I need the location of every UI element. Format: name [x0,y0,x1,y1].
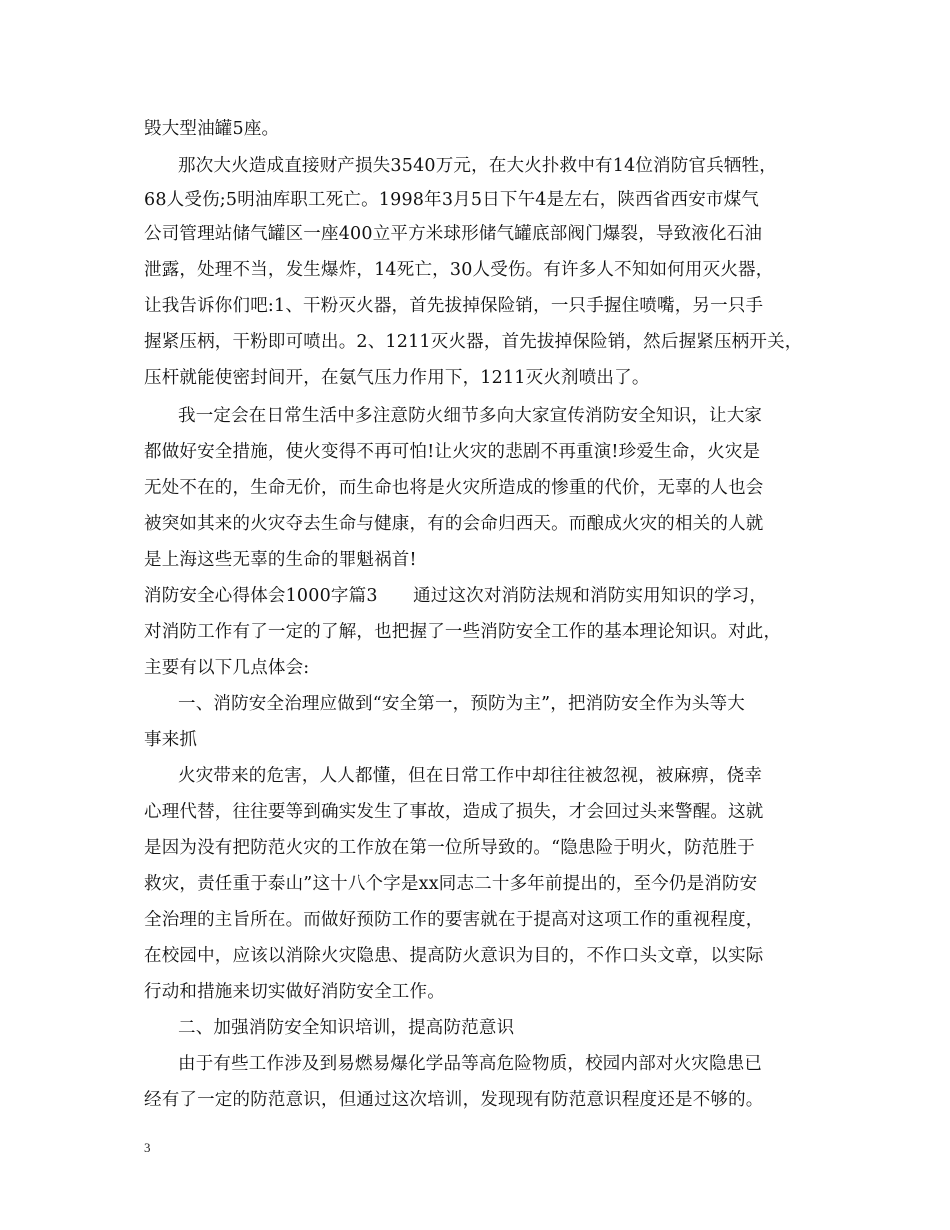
text-line: 我一定会在日常生活中多注意防火细节多向大家宣传消防安全知识，让大家 [178,406,763,426]
text-line: 火灾带来的危害，人人都懂，但在日常工作中却往往被忽视，被麻痹，侥幸 [178,766,763,786]
text-line: 由于有些工作涉及到易燃易爆化学品等高危险物质，校园内部对火灾隐患已 [178,1054,763,1074]
text-line: 是因为没有把防范火灾的工作放在第一位所导致的。“隐患险于明火，防范胜于 [144,838,755,858]
text-line: 泄露，处理不当，发生爆炸，14死亡，30人受伤。有许多人不知如何用灭火器， [144,260,774,280]
text-line: 那次大火造成直接财产损失3540万元，在大火扑救中有14位消防官兵牺牲， [178,156,778,176]
text-line: 一、消防安全治理应做到“安全第一，预防为主”，把消防安全作为头等大 [178,694,745,714]
text-line: 让我告诉你们吧:1、干粉灭火器，首先拔掉保险销，一只手握住喷嘴，另一只手 [144,296,764,316]
text-line: 是上海这些无辜的生命的罪魁祸首! [144,550,417,570]
text-line: 对消防工作有了一定的了解，也把握了一些消防安全工作的基本理论知识。对此， [144,622,782,642]
text-line: 二、加强消防安全知识培训，提高防范意识 [178,1018,515,1038]
text-line: 压杆就能使密封间开，在氨气压力作用下，1211灭火剂喷出了。 [144,368,650,388]
text-line: 无处不在的，生命无价，而生命也将是火灾所造成的惨重的代价，无辜的人也会 [144,478,764,498]
text-line: 主要有以下几点体会: [144,658,310,678]
text-line: 公司管理站储气罐区一座400立平方米球形储气罐底部阀门爆裂，导致液化石油 [144,224,763,244]
text-line: 全治理的主旨所在。而做好预防工作的要害就在于提高对这项工作的重视程度， [144,910,764,930]
text-line: 68人受伤;5明油库职工死亡。1998年3月5日下午4是左右，陕西省西安市煤气 [144,190,760,210]
text-line: 心理代替，往往要等到确实发生了事故，造成了损失，才会回过头来警醒。这就 [144,802,764,822]
text-line: 经有了一定的防范意识，但通过这次培训，发现现有防范意识程度还是不够的。 [144,1090,764,1110]
text-line: 消防安全心得体会1000字篇3 通过这次对消防法规和消防实用知识的学习， [144,586,768,606]
text-line: 事来抓 [144,730,198,750]
text-line: 都做好安全措施，使火变得不再可怕!让火灾的悲剧不再重演!珍爱生命，火灾是 [144,442,761,462]
text-line: 被突如其来的火灾夺去生命与健康，有的会命归西天。而酿成火灾的相关的人就 [144,514,764,534]
page-number: 3 [144,1140,151,1155]
text-line: 握紧压柄，干粉即可喷出。2、1211灭火器，首先拔掉保险销，然后握紧压柄开关， [144,332,803,352]
text-line: 毁大型油罐5座。 [144,119,280,139]
text-line: 行动和措施来切实做好消防安全工作。 [144,982,445,1002]
text-line: 救灾，责任重于泰山”这十八个字是xx同志二十多年前提出的，至今仍是消防安 [144,874,758,894]
text-line: 在校园中，应该以消除火灾隐患、提高防火意识为目的，不作口头文章，以实际 [144,946,764,966]
